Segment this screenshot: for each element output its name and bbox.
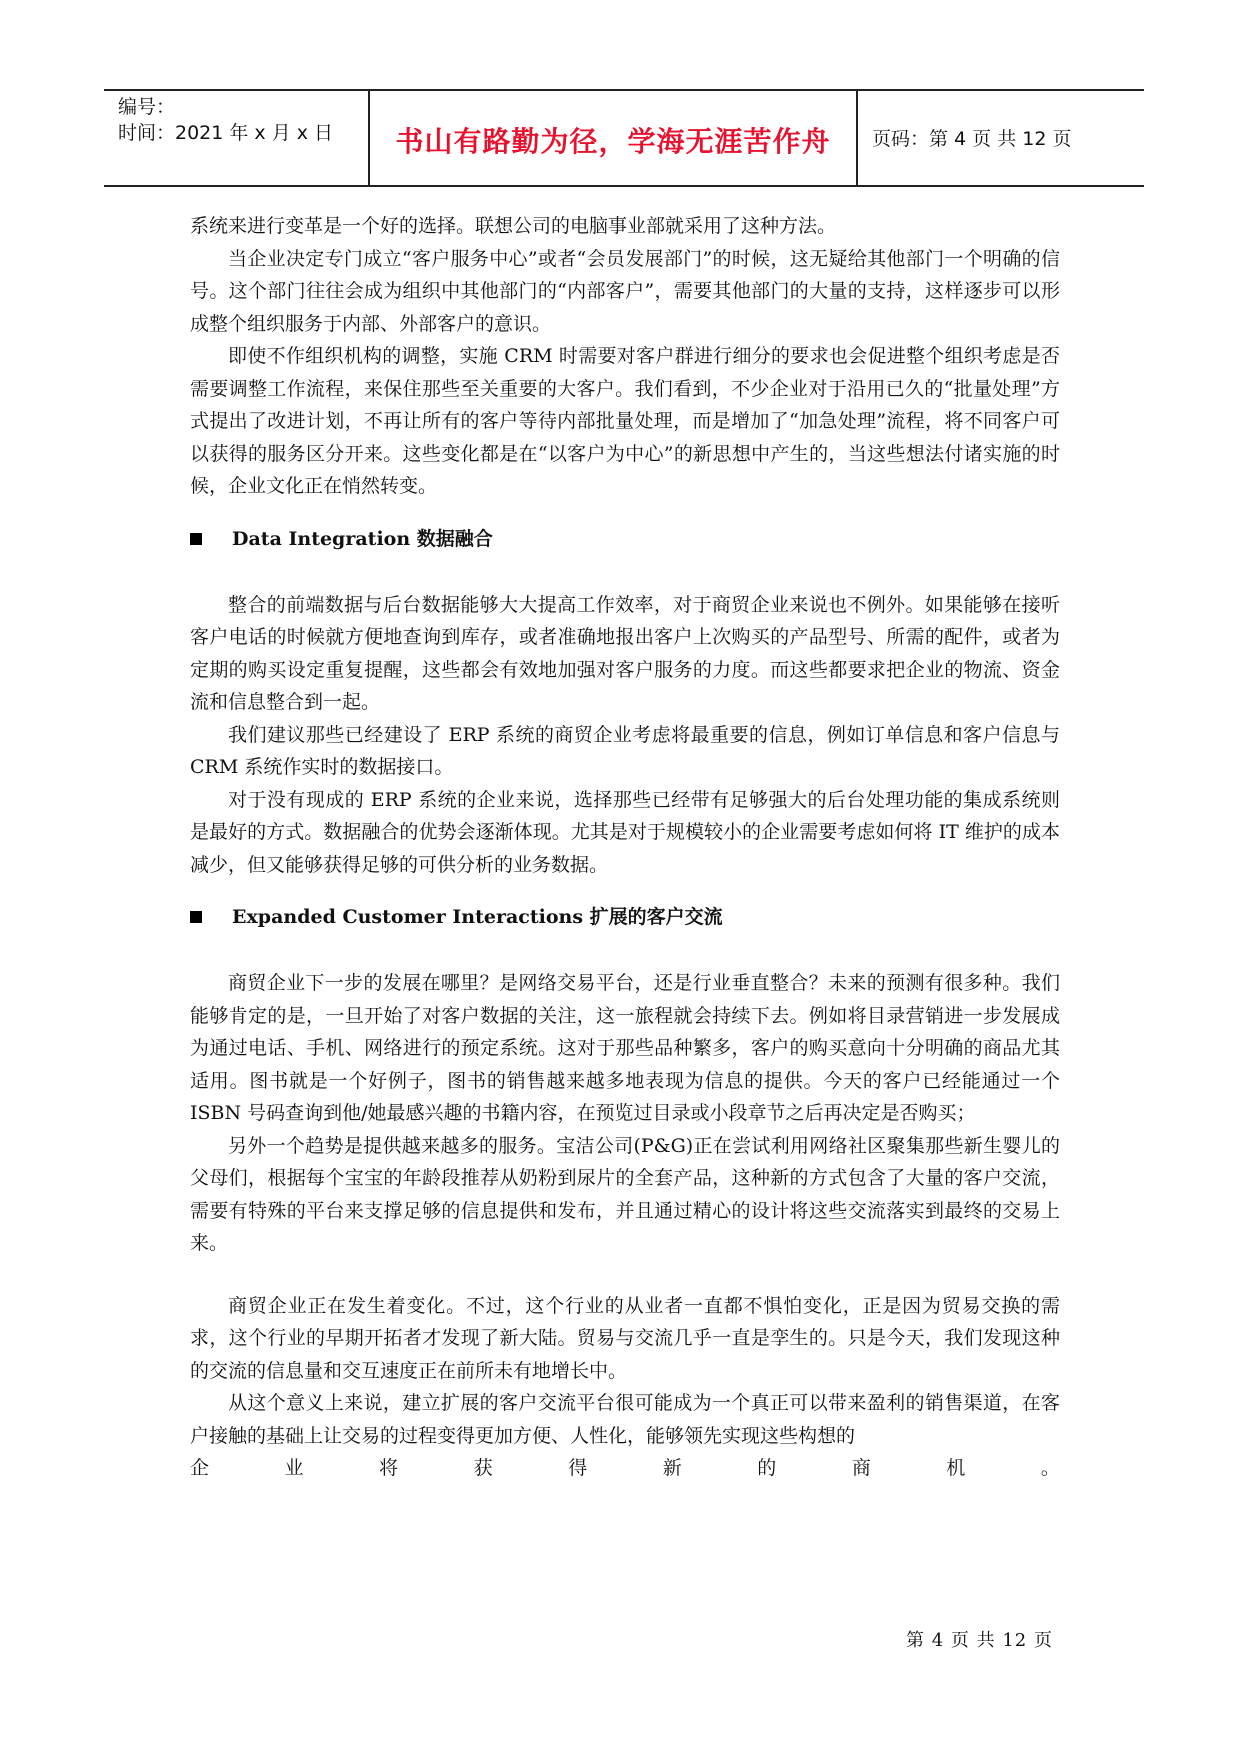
square-bullet-icon [190,911,202,923]
paragraph: 对于没有现成的 ERP 系统的企业来说，选择那些已经带有足够强大的后台处理功能的集成系统则是最好的方式。数据融合的优势会逐渐体现。尤其是对于规模较小的企业需要考虑如何将 IT 维护的成本减少，但又能够获得足够的可供分析的业务数据。 [190,788,1060,876]
char: 新 [662,1457,682,1479]
paragraph: 当企业决定专门成立“客户服务中心”或者“会员发展部门”的时候，这无疑给其他部门一个明确的信号。这个部门往往会成为组织中其他部门的“内部客户”，需要其他部门的大量的支持，这样逐步可以形成整个组织服务于内部、外部客户的意识。 [190,247,1060,335]
char: 。 [1040,1457,1060,1479]
paragraph: 整合的前端数据与后台数据能够大大提高工作效率，对于商贸企业来说也不例外。如果能够在接听客户电话的时候就方便地查询到库存，或者准确地报出客户上次购买的产品型号、所需的配件，或者为定期的购买设定重复提醒，这些都会有效地加强对客户服务的力度。而这些都要求把企业的物流、资金流和信息整合到一起。 [190,593,1060,713]
document-number-label: 编号： [118,96,176,118]
paragraph: 另外一个趋势是提供越来越多的服务。宝洁公司(P&G)正在尝试利用网络社区聚集那些新生婴儿的父母们，根据每个宝宝的年龄段推荐从奶粉到尿片的全套产品，这种新的方式包含了大量的客户交流，需要有特殊的平台来支撑足够的信息提供和发布，并且通过精心的设计将这些交流落实到最终的交易上来。 [190,1134,1060,1254]
header-motto: 书山有路勤为径，学海无涯苦作舟 [395,125,831,158]
char: 得 [568,1457,588,1479]
document-header [104,89,1144,187]
char: 机 [946,1457,966,1479]
header-motto-cell [370,91,858,185]
paragraph: 商贸企业正在发生着变化。不过，这个行业的从业者一直都不惧怕变化，正是因为贸易交换的需求，这个行业的早期开拓者才发现了新大陆。贸易与交流几乎一直是孪生的。只是今天，我们发现这种的交流的信息量和交互速度正在前所未有地增长中。 [190,1294,1060,1382]
section-heading-text: Data Integration 数据融合 [232,527,493,550]
section-heading-expanded-customer-interactions [190,901,1060,933]
document-body [190,210,1060,1485]
justified-last-line [190,1452,1060,1485]
header-info-cell [104,91,370,185]
char: 的 [757,1457,777,1479]
char: 商 [851,1457,871,1479]
char: 获 [473,1457,493,1479]
paragraph: 即使不作组织机构的调整，实施 CRM 时需要对客户群进行细分的要求也会促进整个组织考虑是否需要调整工作流程，来保住那些至关重要的大客户。我们看到，不少企业对于沿用已久的“批量处理”方式提出了改进计划，不再让所有的客户等待内部批量处理，而是增加了“加急处理”流程，将不同客户可以获得的服务区分开来。这些变化都是在“以客户为中心”的新思想中产生的，当这些想法付诸实施的时候，企业文化正在悄然转变。 [190,345,1060,497]
page-footer: 第 4 页 共 12 页 [906,1630,1053,1651]
section-heading-text: Expanded Customer Interactions 扩展的客户交流 [232,906,723,928]
header-page-cell [858,91,1144,185]
paragraph: 系统来进行变革是一个好的选择。联想公司的电脑事业部就采用了这种方法。 [190,215,837,237]
square-bullet-icon [190,533,202,545]
paragraph: 从这个意义上来说，建立扩展的客户交流平台很可能成为一个真正可以带来盈利的销售渠道，在客户接触的基础上让交易的过程变得更加方便、人性化，能够领先实现这些构想的 [190,1392,1060,1447]
char: 将 [379,1457,399,1479]
section-heading-data-integration [190,523,1060,555]
char: 业 [284,1457,304,1479]
header-page-label: 页码：第 4 页 共 12 页 [872,128,1072,150]
document-time-label: 时间：2021 年 x 月 x 日 [118,122,334,144]
char: 企 [190,1457,210,1479]
paragraph: 商贸企业下一步的发展在哪里？是网络交易平台，还是行业垂直整合？未来的预测有很多种。我们能够肯定的是，一旦开始了对客户数据的关注，这一旅程就会持续下去。例如将目录营销进一步发展成为通过电话、手机、网络进行的预定系统。这对于那些品种繁多，客户的购买意向十分明确的商品尤其适用。图书就是一个好例子，图书的销售越来越多地表现为信息的提供。今天的客户已经能通过一个 ISBN 号码查询到他/她最感兴趣的书籍内容，在预览过目录或小段章节之后再决定是否购买； [190,972,1060,1124]
paragraph: 我们建议那些已经建设了 ERP 系统的商贸企业考虑将最重要的信息，例如订单信息和客户信息与 CRM 系统作实时的数据接口。 [190,723,1060,778]
